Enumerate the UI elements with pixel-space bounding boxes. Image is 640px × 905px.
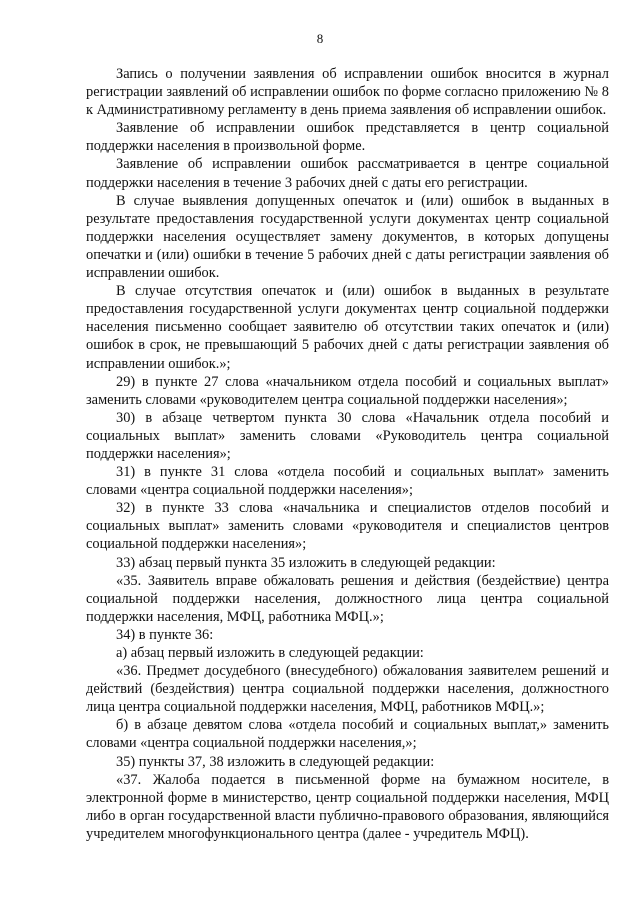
paragraph-errors-absent: В случае отсутствия опечаток и (или) ошибок в выданных в результате предоставления государственной услуги документах центр социальной поддержки населения письменно сообщает заявителю об отсутствии таких опечаток и (или) ошибок в срок, не превышающий 5 рабочих дней с даты регистрации заявления об исправлении ошибок.»; — [86, 283, 609, 372]
paragraph-subitem-b: б) в абзаце девятом слова «отдела пособий и социальных выплат,» заменить словами «центра социальной поддержки населения,»; — [86, 717, 609, 752]
paragraph-item-31: 31) в пункте 31 слова «отдела пособий и социальных выплат» заменить словами «центра социальной поддержки населения»; — [86, 464, 609, 499]
paragraph-item-35: 35) пункты 37, 38 изложить в следующей редакции: — [116, 753, 435, 770]
paragraph-correction-record: Запись о получении заявления об исправлении ошибок вносится в журнал регистрации заявлений об исправлении ошибок по форме согласно приложению № 8 к Административному регламенту в день приема заявления об исправлении ошибок. — [86, 66, 609, 119]
paragraph-item-30: 30) в абзаце четвертом пункта 30 слова «Начальник отдела пособий и социальных выплат» заменить словами «Руководитель центра социальной поддержки населения»; — [86, 409, 609, 462]
paragraph-point-35: «35. Заявитель вправе обжаловать решения и действия (бездействие) центра социальной поддержки населения, должностного лица центра социальной поддержки населения, МФЦ, работника МФЦ.»; — [86, 572, 609, 625]
paragraph-correction-form: Заявление об исправлении ошибок представляется в центр социальной поддержки населения в произвольной форме. — [86, 120, 609, 155]
paragraph-subitem-a: а) абзац первый изложить в следующей редакции: — [116, 645, 424, 661]
paragraph-correction-term: Заявление об исправлении ошибок рассматривается в центре социальной поддержки населения в течение 3 рабочих дней с даты его регистрации. — [86, 156, 609, 191]
paragraph-item-33: 33) абзац первый пункта 35 изложить в следующей редакции: — [116, 554, 496, 571]
paragraph-point-37: «37. Жалоба подается в письменной форме на бумажном носителе, в электронной форме в министерство, центр социальной поддержки населения, МФЦ либо в орган государственной власти публично-правового образования, являющийся учредителем многофункционального центра (далее - учредитель МФЦ). — [86, 771, 609, 842]
paragraph-point-36: «36. Предмет досудебного (внесудебного) обжалования заявителем решений и действий (бездействия) центра социальной поддержки населения, должностного лица центра социальной поддержки населения, МФЦ, работников МФЦ.»; — [86, 663, 609, 716]
paragraph-item-32: 32) в пункте 33 слова «начальника и специалистов отделов пособий и социальных выплат» заменить словами «руководителя и специалистов центров социальной поддержки населения»; — [86, 500, 609, 553]
document-body — [86, 65, 609, 843]
paragraph-item-29: 29) в пункте 27 слова «начальником отдела пособий и социальных выплат» заменить словами «руководителем центра социальной поддержки населения»; — [86, 373, 609, 408]
paragraph-errors-found: В случае выявления допущенных опечаток и (или) ошибок в выданных в результате предоставления государственной услуги документах центр социальной поддержки населения осуществляет замену документов, в которых допущены опечатки и (или) ошибки в течение 5 рабочих дней с даты регистрации заявления об исправлении ошибок. — [86, 192, 609, 282]
page-number: 8 — [316, 31, 324, 46]
paragraph-item-34: 34) в пункте 36: — [116, 626, 214, 643]
